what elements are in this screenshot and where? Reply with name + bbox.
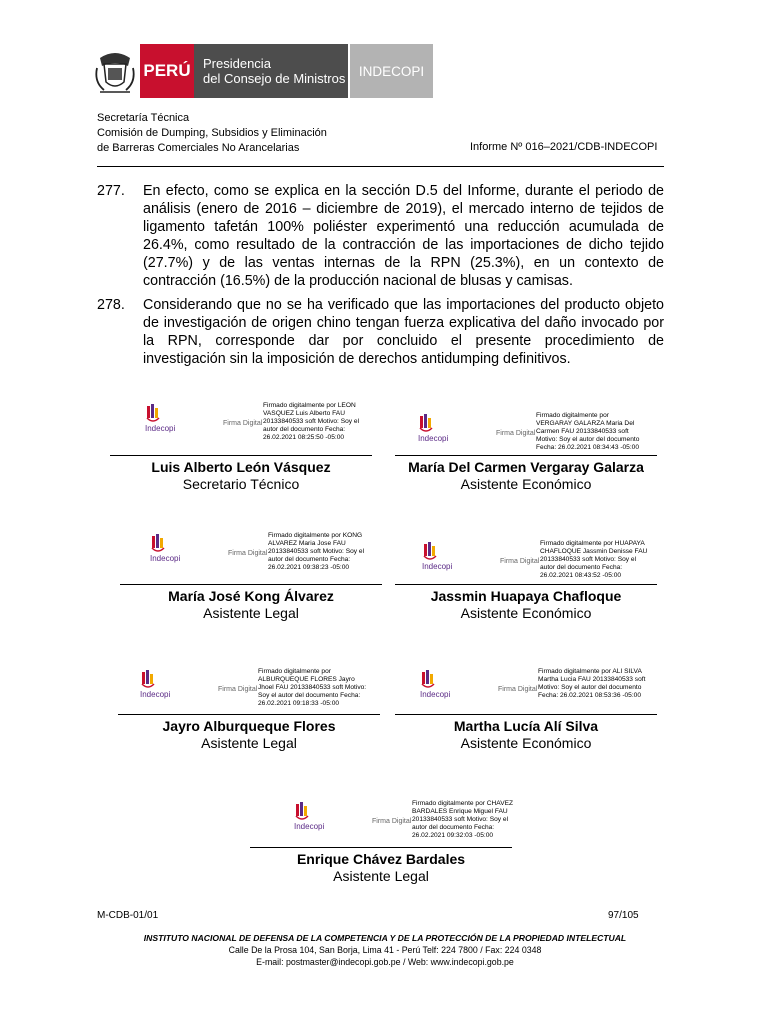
indecopi-label: INDECOPI xyxy=(350,44,433,98)
signature-block-leon xyxy=(110,455,372,493)
signer-role: Asistente Legal xyxy=(333,868,429,884)
footer-contact: E-mail: postmaster@indecopi.gob.pe / Web: www.indecopi.gob.pe xyxy=(256,957,514,967)
signer-role: Asistente Legal xyxy=(203,605,299,621)
paragraph-text: En efecto, como se explica en la sección D.5 del Informe, durante el periodo de análisis (enero de 2016 – diciembre de 2019), el mercado interno de tejidos de ligamento tafetán 100% poliéster experimentó una reducción acumulada de 26.4%, como resultado de la contracción de las importaciones de dicho tejido (27.7%) y de las ventas internas de la RPN (25.3%), en un contexto de contracción (16.5%) de la producción nacional de blusas y camisas. xyxy=(143,183,664,289)
header-line3: de Barreras Comerciales No Arancelarias xyxy=(97,142,300,154)
form-code: M-CDB-01/01 xyxy=(97,910,159,921)
indecopi-logo-icon xyxy=(294,800,368,838)
firma-digital-label: Firma Digital xyxy=(496,430,536,437)
paragraph-number: 277. xyxy=(97,183,125,199)
signer-role: Asistente Económico xyxy=(460,605,592,621)
indecopi-logo-icon xyxy=(422,540,496,578)
paragraph-text: Considerando que no se ha verificado que las importaciones del producto objeto de investigación de origen chino tengan fuerza explicativa del daño invocado por la RPN, corresponde dar por concluido el presente procedimiento de investigación sin la imposición de derechos antidumping definitivos. xyxy=(143,297,664,367)
signer-name: María José Kong Álvarez xyxy=(168,588,334,604)
indecopi-logo-icon xyxy=(420,668,494,706)
signature-line xyxy=(110,455,372,456)
signature-stamp-alburqueque xyxy=(140,668,368,708)
peru-coat-of-arms-icon xyxy=(90,44,140,98)
signature-stamp-huapaya xyxy=(422,540,650,580)
signature-line xyxy=(250,847,512,848)
digital-signature-text: Firmado digitalmente por KONG ALVAREZ Maria Jose FAU 20133840533 soft Motivo: Soy el autor del documento Fecha: 26.02.2021 09:38:23 -05:00 xyxy=(268,532,365,571)
indecopi-logo-icon xyxy=(140,668,214,706)
firma-digital-label: Firma Digital xyxy=(498,686,538,693)
signature-line xyxy=(395,455,657,456)
signature-block-kong xyxy=(120,584,382,622)
report-number: Informe Nº 016–2021/CDB-INDECOPI xyxy=(470,141,658,153)
firma-digital-label: Firma Digital xyxy=(500,558,540,565)
digital-signature-text: Firmado digitalmente por CHAVEZ BARDALES Enrique Miguel FAU 20133840533 soft Motivo: Soy el autor del documento Fecha: 26.02.2021 09:32:03 -05:00 xyxy=(412,800,514,839)
signer-name: Jassmin Huapaya Chafloque xyxy=(430,588,622,604)
footer-address: Calle De la Prosa 104, San Borja, Lima 41 - Perú Telf: 224 7800 / Fax: 224 0348 xyxy=(228,945,542,955)
signer-name: Luis Alberto León Vásquez xyxy=(151,459,331,475)
indecopi-logo-text: Indecopi xyxy=(150,554,181,563)
header-logo-band xyxy=(90,44,433,98)
digital-signature-text: Firmado digitalmente por HUAPAYA CHAFLOQUE Jassmin Denisse FAU 20133840533 soft Motivo: Soy el autor del documento Fecha: 26.02.2021 08:43:52 -05:00 xyxy=(540,540,648,579)
signature-block-huapaya xyxy=(395,584,657,622)
indecopi-logo-text: Indecopi xyxy=(418,434,449,443)
signer-role: Asistente Económico xyxy=(460,476,592,492)
digital-signature-text: Firmado digitalmente por ALBURQUEQUE FLORES Jayro Jhoel FAU 20133840533 soft Motivo: Soy el autor del documento Fecha: 26.02.2021 09:18:33 -05:00 xyxy=(258,668,367,707)
indecopi-logo-text: Indecopi xyxy=(140,690,171,699)
paragraph-277 xyxy=(97,182,664,290)
signature-block-chavez xyxy=(250,847,512,885)
pcm-label xyxy=(194,44,348,98)
signer-name: María Del Carmen Vergaray Galarza xyxy=(408,459,644,475)
signer-role: Asistente Legal xyxy=(201,735,297,751)
firma-digital-label: Firma Digital xyxy=(228,550,268,557)
header-divider xyxy=(97,166,664,167)
signature-block-vergaray xyxy=(395,455,657,493)
digital-signature-text: Firmado digitalmente por VERGARAY GALARZA Maria Del Carmen FAU 20133840533 soft Motivo: Soy el autor del documento Fecha: 26.02.2021 08:34:43 -05:00 xyxy=(536,412,640,451)
indecopi-logo-text: Indecopi xyxy=(422,562,453,571)
paragraph-278 xyxy=(97,296,664,368)
signature-line xyxy=(395,714,657,715)
signature-block-alburqueque xyxy=(118,714,380,752)
header-line1: Secretaría Técnica xyxy=(97,112,190,124)
signature-stamp-vergaray xyxy=(418,412,646,452)
indecopi-logo-icon xyxy=(150,532,224,570)
signature-line xyxy=(395,584,657,585)
indecopi-logo-icon xyxy=(145,402,219,440)
firma-digital-label: Firma Digital xyxy=(223,420,263,427)
indecopi-logo-text: Indecopi xyxy=(420,690,451,699)
firma-digital-label: Firma Digital xyxy=(372,818,412,825)
digital-signature-text: Firmado digitalmente por ALI SILVA Martha Lucia FAU 20133840533 soft Motivo: Soy el autor del documento Fecha: 26.02.2021 08:53:36 -05:00 xyxy=(538,668,646,699)
signer-name: Jayro Alburqueque Flores xyxy=(162,718,336,734)
signature-stamp-leon xyxy=(145,402,373,442)
signer-role: Asistente Económico xyxy=(460,735,592,751)
indecopi-logo-text: Indecopi xyxy=(145,424,176,433)
peru-label: PERÚ xyxy=(140,44,194,98)
signature-line xyxy=(120,584,382,585)
header-line2: Comisión de Dumping, Subsidios y Eliminación xyxy=(97,127,327,139)
pcm-line1: Presidencia xyxy=(203,56,271,71)
page-number: 97/105 xyxy=(608,910,639,921)
header-office xyxy=(97,111,327,156)
signature-stamp-ali xyxy=(420,668,648,706)
signature-line xyxy=(118,714,380,715)
indecopi-logo-text: Indecopi xyxy=(294,822,325,831)
signer-name: Martha Lucía Alí Silva xyxy=(453,718,599,734)
pcm-line2: del Consejo de Ministros xyxy=(203,71,346,86)
signature-block-ali xyxy=(395,714,657,752)
firma-digital-label: Firma Digital xyxy=(218,686,258,693)
paragraph-number: 278. xyxy=(97,297,125,313)
institute-name: INSTITUTO NACIONAL DE DEFENSA DE LA COMPETENCIA Y DE LA PROTECCIÓN DE LA PROPIEDAD INTELECTUAL xyxy=(143,933,627,943)
signature-stamp-kong xyxy=(150,532,378,572)
indecopi-logo-icon xyxy=(418,412,492,450)
digital-signature-text: Firmado digitalmente por LEON VASQUEZ Luis Alberto FAU 20133840533 soft Motivo: Soy el autor del documento Fecha: 26.02.2021 08:25:50 -05:00 xyxy=(263,402,360,441)
signer-name: Enrique Chávez Bardales xyxy=(296,851,466,867)
signer-role: Secretario Técnico xyxy=(182,476,300,492)
signature-stamp-chavez xyxy=(294,800,522,840)
